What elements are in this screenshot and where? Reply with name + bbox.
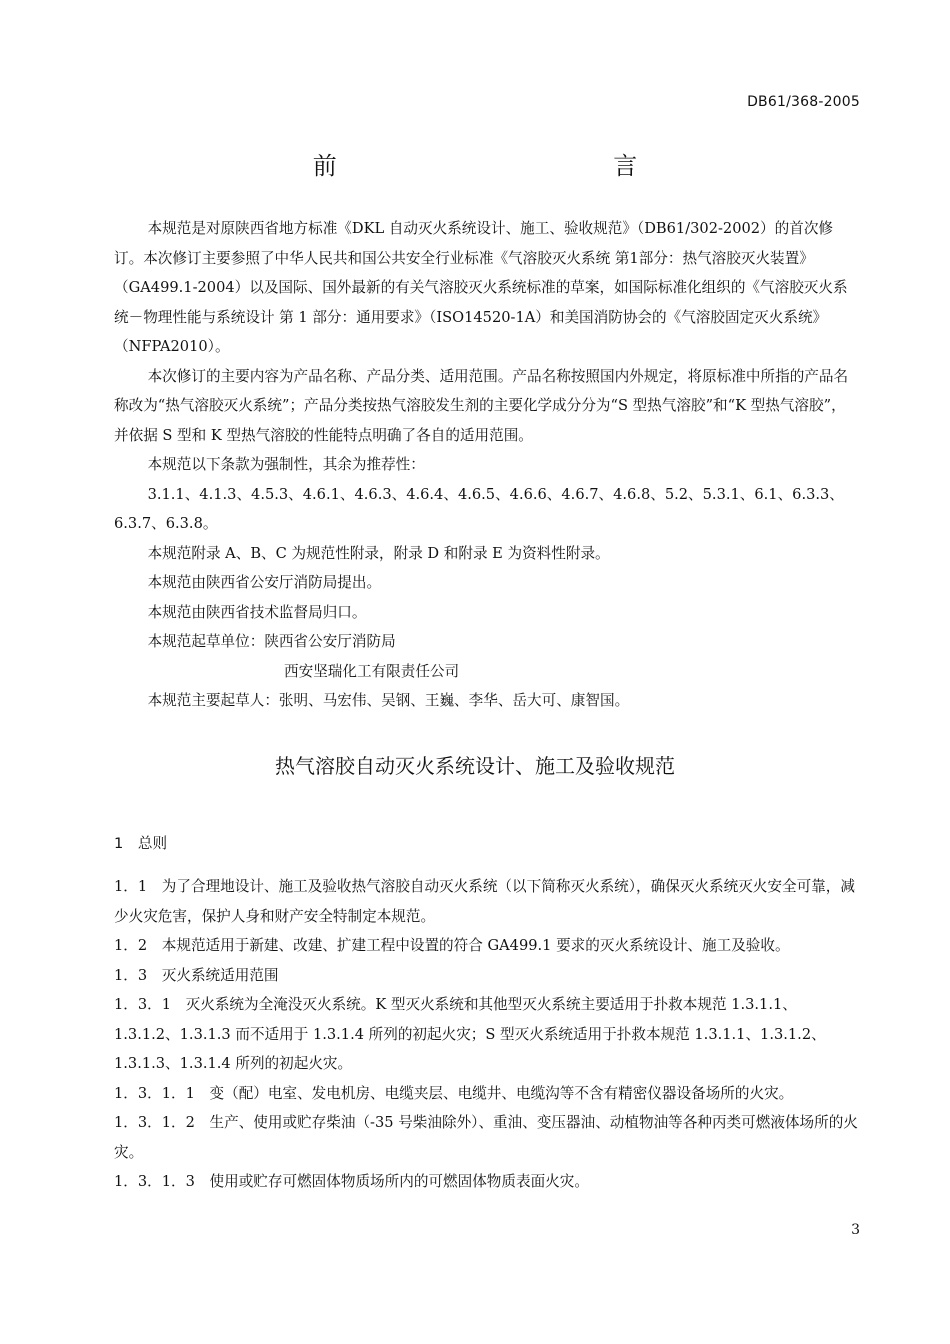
drafting-units: 本规范起草单位：陕西省公安厅消防局: [147, 633, 396, 650]
preface-paragraph: 本规范由陕西省公安厅消防局提出。: [147, 574, 382, 591]
preface-paragraph: 本次修订的主要内容为产品名称、产品分类、适用范围。产品名称按照国内外规定，将原标准中所指的产品名称改为“热气溶胶灭火系统”；产品分类按热气溶胶发生剂的主要化学成分分为“S 型热气溶胶”和“K 型热气溶胶”，并依据 S 型和 K 型热气溶胶的性能特点明确了各自的适用范围。: [114, 367, 849, 444]
preface-paragraph: 本规范附录 A、B、C 为规范性附录，附录 D 和附录 E 为资料性附录。: [147, 544, 610, 562]
preface-body: [114, 214, 858, 716]
clause: 1．2 本规范适用于新建、改建、扩建工程中设置的符合 GA499.1 要求的灭火系统设计、施工及验收。: [114, 937, 790, 954]
clause: 1．3 灭火系统适用范围: [114, 966, 279, 984]
preface-paragraph: 本规范是对原陕西省地方标准《DKL 自动灭火系统设计、施工、验收规范》（DB61/302-2002）的首次修订。本次修订主要参照了中华人民共和国公共安全行业标准《气溶胶灭火系统 第1部分：热气溶胶灭火装置》（GA499.1-2004）以及国际、国外最新的有关气溶胶灭火系统标准的草案，如国际标准化组织的《气溶胶灭火系统－物理性能与系统设计 第 1 部分：通用要求》（ISO14520-1A）和美国消防协会的《气溶胶固定灭火系统》（NFPA2010）。: [114, 220, 848, 355]
mandatory-clauses-list: 3.1.1、4.1.3、4.5.3、4.6.1、4.6.3、4.6.4、4.6.5、4.6.6、4.6.7、4.6.8、5.2、5.3.1、6.1、6.3.3、6.3.7、6.3.8。: [114, 485, 844, 532]
clause: 1．3．1．2 生产、使用或贮存柴油（-35 号柴油除外）、重油、变压器油、动植物油等各种丙类可燃液体场所的火灾。: [114, 1114, 858, 1161]
document-code: DB61/368-2005: [747, 94, 860, 110]
clause: 1．3．1．1 变（配）电室、发电机房、电缆夹层、电缆井、电缆沟等不含有精密仪器设备场所的火灾。: [114, 1084, 794, 1102]
preface-paragraph: 本规范由陕西省技术监督局归口。: [147, 603, 367, 621]
preface-paragraph: 本规范以下条款为强制性，其余为推荐性：: [147, 456, 425, 473]
clause: 1．3．1 灭火系统为全淹没灭火系统。K 型灭火系统和其他型灭火系统主要适用于扑救本规范 1.3.1.1、1.3.1.2、1.3.1.3 而不适用于 1.3.1.4 所列的初起火灾；S 型灭火系统适用于扑救本规范 1.3.1.1、1.3.1.2、1.3.1.3、1.3.1.4 所列的初起火灾。: [114, 996, 826, 1072]
clause: 1．1 为了合理地设计、施工及验收热气溶胶自动灭火系统（以下简称灭火系统），确保灭火系统灭火安全可靠，减少火灾危害，保护人身和财产安全特制定本规范。: [114, 878, 855, 925]
main-drafters: 本规范主要起草人：张明、马宏伟、吴钢、王巍、李华、岳大可、康智国。: [147, 692, 630, 709]
preface-title: 前 言: [312, 152, 772, 180]
standard-title: 热气溶胶自动灭火系统设计、施工及验收规范: [275, 754, 675, 778]
clause: 1．3．1．3 使用或贮存可燃固体物质场所内的可燃固体物质表面火灾。: [114, 1173, 589, 1190]
clauses-body: [114, 872, 858, 1197]
page-number: 3: [851, 1222, 860, 1238]
section-heading: 1 总则: [114, 835, 168, 852]
drafting-unit-second: 西安坚瑞化工有限责任公司: [284, 662, 460, 680]
